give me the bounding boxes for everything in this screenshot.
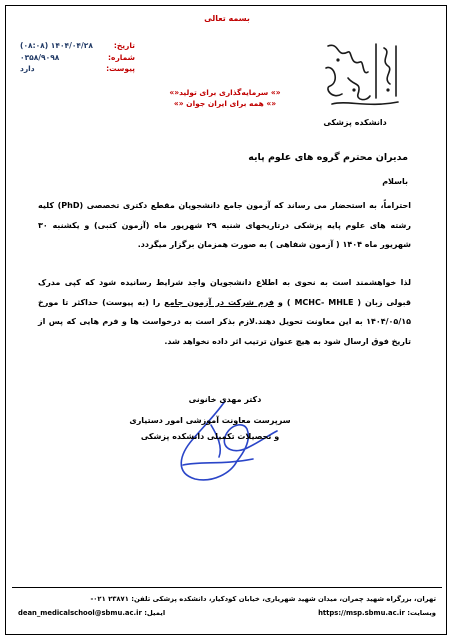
footer-contacts (18, 608, 436, 619)
date-value: ۱۴۰۴/۰۴/۲۸ (۰۸:۰۸) (20, 41, 93, 50)
paragraph-2 (38, 273, 411, 351)
website-link[interactable]: https://msp.sbmu.ac.ir (318, 609, 405, 617)
signer-name: دکتر مهدی خانونی (188, 395, 262, 404)
website-group (318, 608, 436, 619)
faculty-name: دانشکده پزشکی (323, 118, 387, 127)
footer-address: تهران، بزرگراه شهید چمران، میدان شهید شهریاری، خیابان کودکیار، دانشکده پزشکی تلفن: ۲۳۸۷۱ ۰۲۱- (90, 595, 436, 603)
footer-divider (12, 587, 442, 588)
slogan-line-1: «» سرمایه‌گذاری برای تولید«» (169, 88, 281, 97)
date-row (20, 40, 135, 52)
university-logo-icon (318, 38, 406, 114)
paragraph-1: احتراماً، به استحضار می رساند که آزمون جامع دانشجویان مقطع دکتری تخصصی (PhD) کلیه رشته های علوم پایه پزشکی درتاریخهای شنبه ۲۹ شهریور ماه (آزمون کتبی) و یکشنبه ۳۰ شهریور ماه ۱۴۰۴ ( آزمون شفاهی ) به صورت همزمان برگزار میگردد. (38, 201, 412, 249)
greeting: باسلام (382, 177, 408, 186)
date-label: تاریخ: (113, 41, 135, 50)
paragraph-2-part-2: را (به پیوست) حداکثر تا مورخ ۱۴۰۴/۰۵/۱۵ به این معاونت تحویل دهند.لازم بذکر است به درخواست ها و فرم هایی که پس از تاریخ فوق ارسال شود به هیچ عنوان ترتیب اثر داده نخواهد شد. (38, 297, 411, 346)
number-row (20, 52, 135, 64)
number-value: ۰۳۵۸/۹۰۹۸ (20, 52, 60, 62)
slogan-line-2: «» همه برای ایران جوان «» (173, 99, 277, 108)
exam-form-link-text: فرم شرکت در آزمون جامع (164, 297, 274, 307)
attachment-value: دارد (20, 64, 35, 73)
paragraph-2-part-1: لذا خواهشمند است به نحوی به اطلاع دانشجویان واجد شرایط رسانیده شود که کپی مدرک قبولی زبان ( MCHC- MHLE ) و (38, 278, 412, 307)
university-logo (318, 38, 406, 114)
website-label: وبسایت: (407, 609, 436, 617)
signer-title-2: و تحصیلات تکمیلی دانشکده پزشکی (140, 432, 280, 441)
bismillah: بسمه تعالی (204, 14, 250, 23)
attachment-row (20, 63, 135, 75)
number-label: شماره: (108, 52, 135, 62)
email-label: ایمیل: (144, 609, 166, 617)
signer-title-1: سرپرست معاونت آموزشی امور دستیاری (129, 416, 291, 425)
attachment-label: پیوست: (106, 64, 135, 73)
email-link[interactable]: dean_medicalschool@sbmu.ac.ir (18, 609, 142, 617)
letter-meta (20, 40, 135, 75)
email-group (18, 608, 165, 619)
recipient-heading: مدیران محترم گروه های علوم پایه (248, 152, 408, 163)
